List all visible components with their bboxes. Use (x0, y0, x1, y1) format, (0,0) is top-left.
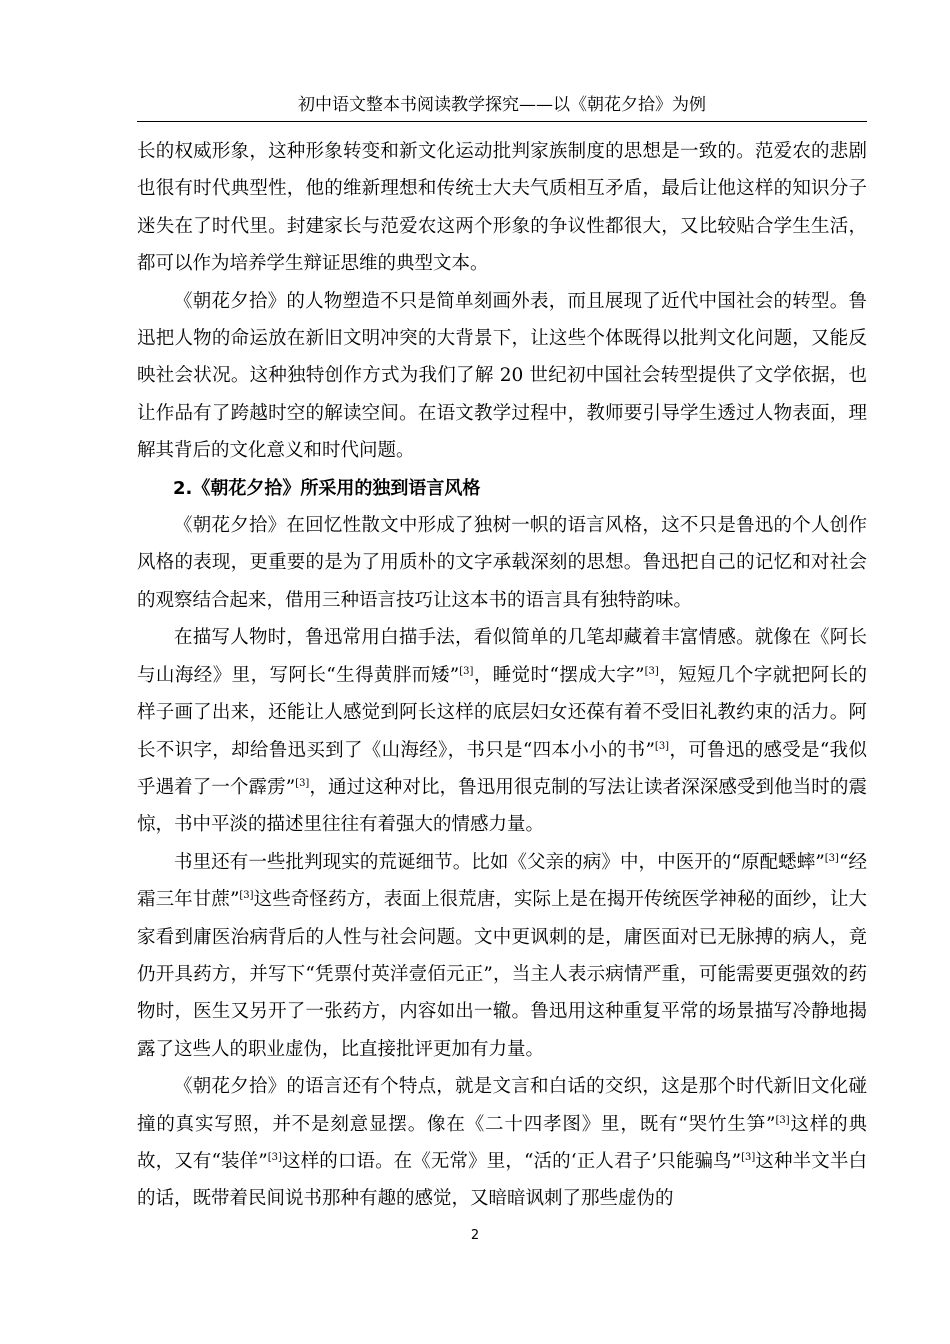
paragraph-6-text: 这种半文半白的话，既带着民间说书那种有趣的感觉，又暗暗讽刺了那些虚伪的 (137, 1150, 867, 1210)
paragraph-5-text: “经霜三年甘蔗” (137, 851, 867, 911)
page-number: 2 (470, 1228, 480, 1243)
paragraph-4 (137, 619, 867, 843)
paragraph-4-text: ，睡觉时“摆成大字” (473, 664, 645, 686)
body-text (137, 133, 867, 1218)
citation-ref: [3] (644, 665, 659, 677)
citation-ref: [3] (654, 740, 670, 752)
citation-ref: [3] (775, 1114, 790, 1126)
paragraph-6 (137, 1068, 867, 1218)
paragraph-6-text: 《朝花夕拾》的语言还有个特点，就是文言和白话的交织，这是那个时代新旧文化碰撞的真实写照，并不是刻意显摆。像在《二十四孝图》里，既有“哭竹生笋” (137, 1076, 867, 1135)
citation-ref: [3] (295, 777, 310, 789)
citation-ref: [3] (459, 665, 474, 677)
citation-ref: [3] (824, 852, 839, 864)
paragraph-4-text: 在描写人物时，鲁迅常用白描手法，看似简单的几笔却藏着丰富情感。就像在《阿长与山海经》里，写阿长“生得黄胖而矮” (137, 627, 867, 686)
paragraph-5-text: 这些奇怪药方，表面上很荒唐，实际上是在揭开传统医学神秘的面纱，让大家看到庸医治病背后的人性与社会问题。文中更讽刺的是，庸医面对已无脉搏的病人，竟仍开具药方，并写下“凭票付英洋壹佰元正”，当主人表示病情严重，可能需要更强效的药物时，医生又另开了一张药方，内容如出一辙。鲁迅用这种重复平常的场景描写冷静地揭露了这些人的职业虚伪，比直接批评更加有力量。 (137, 889, 867, 1060)
header-rule (137, 121, 867, 122)
paragraph-4-text: ，通过这种对比，鲁迅用很克制的写法让读者深深感受到他当时的震惊，书中平淡的描述里往往有着强大的情感力量。 (137, 776, 867, 836)
section-heading: 2.《朝花夕拾》所采用的独到语言风格 (173, 477, 481, 499)
citation-ref: [3] (741, 1151, 756, 1163)
paragraph-6-text: 这样的典故，又有“装佯” (137, 1113, 867, 1172)
paragraph-2: 《朝花夕拾》的人物塑造不只是简单刻画外表，而且展现了近代中国社会的转型。鲁迅把人物的命运放在新旧文明冲突的大背景下，让这些个体既得以批判文化问题，又能反映社会状况。这种独特创作方式为我们了解 20 世纪初中国社会转型提供了文学依据，也让作品有了跨越时空的解读空间。在语文教学过程中，教师要引导学生透过人物表面，理解其背后的文化意义和时代问题。 (137, 290, 867, 462)
paragraph-5 (137, 844, 867, 1068)
citation-ref: [3] (267, 1151, 282, 1163)
paragraph-4-text: ，可鲁迅的感受是“我似乎遇着了一个霹雳” (137, 739, 867, 798)
citation-ref: [3] (239, 889, 254, 901)
paragraph-1: 长的权威形象，这种形象转变和新文化运动批判家族制度的思想是一致的。范爱农的悲剧也很有时代典型性，他的维新理想和传统士大夫气质相互矛盾，最后让他这样的知识分子迷失在了时代里。封建家长与范爱农这两个形象的争议性都很大，又比较贴合学生生活，都可以作为培养学生辩证思维的典型文本。 (137, 141, 867, 275)
paragraph-5-text: 书里还有一些批判现实的荒诞细节。比如《父亲的病》中，中医开的“原配蟋蟀” (174, 851, 825, 873)
paragraph-4-text: ，短短几个字就把阿长的样子画了出来，还能让人感觉到阿长这样的底层妇女还葆有着不受旧礼教约束的活力。阿长不识字，却给鲁迅买到了《山海经》，书只是“四本小小的书” (137, 664, 867, 761)
running-header: 初中语文整本书阅读教学探究——以《朝花夕拾》为例 (298, 95, 706, 115)
paragraph-6-text: 这样的口语。在《无常》里，“活的‘正人君子’只能骗鸟” (281, 1150, 742, 1172)
paragraph-3: 《朝花夕拾》在回忆性散文中形成了独树一帜的语言风格，这不只是鲁迅的个人创作风格的表现，更重要的是为了用质朴的文字承载深刻的思想。鲁迅把自己的记忆和对社会的观察结合起来，借用三种语言技巧让这本书的语言具有独特韵味。 (137, 515, 867, 611)
